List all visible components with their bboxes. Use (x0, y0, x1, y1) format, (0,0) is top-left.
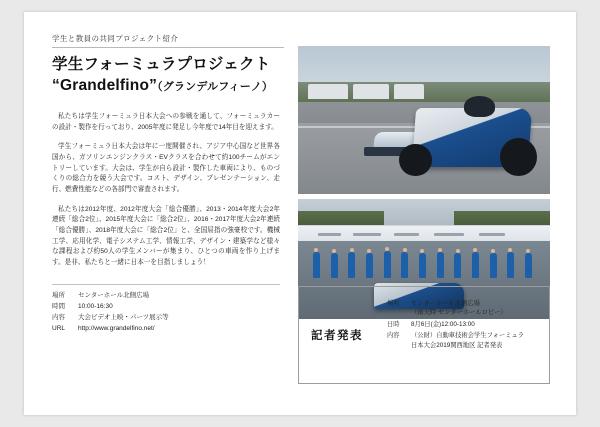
info-value: 大会ビデオ上映・パーツ展示等 (78, 314, 169, 322)
left-column (52, 112, 280, 278)
photo-team-member (490, 253, 497, 278)
press-value-main: センターホール北側広場 (411, 300, 480, 307)
press-row (387, 299, 543, 318)
photo-team-member (313, 252, 320, 278)
event-info-block (52, 284, 280, 335)
info-label: URL (52, 325, 66, 333)
info-row-url (52, 324, 280, 334)
press-row (387, 331, 543, 350)
photo-sponsor-logo (394, 233, 419, 236)
photo-team-member (454, 253, 461, 278)
body-paragraph: 私たちは2012年度、2012年度大会「総合優勝」、2013・2014年度大会2年連続「総合2位」、2015年度大会に「総合2位」、2016・2017年度大会2年連続「総合優勝」、2018年度大会に「総合2位」と、全国屈指の強豪校です。機械工学、応用化学、電子システム工学、情報工学、デザイン・建築学など様々な課程および約50人の学生メンバーが集まり、ひとつの車両を作り上げます。是非、私たちと一緒に日本一を目指しましょう！ (52, 205, 280, 267)
press-release-box (298, 286, 550, 384)
press-release-title: 記者発表 (311, 330, 363, 342)
info-divider (52, 284, 280, 285)
press-label: 日時 (387, 320, 400, 328)
photo-team-member (419, 253, 426, 278)
info-row (52, 302, 280, 312)
press-row (387, 320, 543, 329)
eyebrow-text: 学生と教員の共同プロジェクト紹介 (52, 34, 179, 43)
photo-tent (353, 84, 388, 99)
info-row (52, 313, 280, 323)
photo-team-member (437, 252, 444, 278)
photo-car-tyre (399, 144, 432, 177)
press-value-note: （雨天時 センターホールロビー） (411, 309, 507, 317)
photo-team-member (331, 253, 338, 278)
photo-tent (308, 84, 348, 99)
press-value (411, 320, 543, 329)
photo-team-member (384, 251, 391, 278)
photo-team-member-head (385, 247, 389, 251)
press-label: 内容 (387, 332, 400, 340)
photo-sponsor-logo (318, 233, 341, 236)
eyebrow-divider (52, 47, 284, 48)
press-value-note: 日本大会2019関西地区 記者発表 (411, 341, 503, 349)
body-text (52, 112, 280, 269)
press-release-rows (387, 299, 543, 352)
info-value: 10:00-16:30 (78, 303, 113, 311)
photo-driver-helmet (464, 96, 494, 117)
formula-car-photo (298, 46, 550, 194)
photo-sponsor-logo (434, 233, 464, 236)
photo-team-member (472, 252, 479, 278)
photo-team-member (507, 252, 514, 278)
page-content (52, 34, 550, 396)
photo-team-member (525, 253, 532, 278)
document-page (24, 12, 576, 415)
photo-tent (394, 84, 424, 99)
info-label: 時間 (52, 303, 65, 311)
info-label: 場所 (52, 292, 65, 299)
photo-team-member (401, 252, 408, 278)
press-value (411, 299, 543, 318)
body-paragraph: 私たちは学生フォーミュラ日本大会への参戦を通して、フォーミュラカーの設計・製作を行っており、2005年度に発足し今年度で14年目を迎えます。 (52, 113, 280, 131)
press-value-main: （公財）自動車技術会学生フォーミュラ (411, 332, 524, 340)
photo-team-member-head (350, 248, 354, 252)
press-value (411, 331, 543, 350)
photo-team-member (348, 252, 355, 278)
info-label: 内容 (52, 314, 65, 322)
photo-sponsor-logo (479, 233, 504, 236)
photo-sponsor-logo (353, 233, 381, 236)
info-row (52, 291, 280, 301)
title-name: “Grandelfino” (52, 76, 158, 94)
project-url[interactable]: http://www.grandelfino.net/ (78, 325, 155, 333)
press-label: 場所 (387, 300, 400, 307)
title-kana: （グランデルフィーノ） (157, 80, 274, 93)
photo-team-member-head (456, 249, 460, 253)
press-value-main: 8月6日(金)12:00-13:00 (411, 320, 475, 328)
right-column (298, 46, 550, 319)
photo-team-member-head (403, 248, 407, 252)
body-paragraph: 学生フォーミュラ日本大会は年に一度開催され、アジア中心国など世界各国から、ガソリンエンジンクラス・EVクラスを合わせて約100チームがエントリーしています。大会は、学生が自ら設計・製作した車両により、ものづくりの総合力を競う大会です。コスト、デザイン、プレゼンテーション、走行、燃費性能などの各部門で審査されます。 (52, 143, 280, 194)
info-value: センターホール北側広場 (78, 292, 150, 299)
title-main: 学生フォーミュラプロジェクト (52, 56, 271, 73)
photo-team-member (366, 253, 373, 278)
